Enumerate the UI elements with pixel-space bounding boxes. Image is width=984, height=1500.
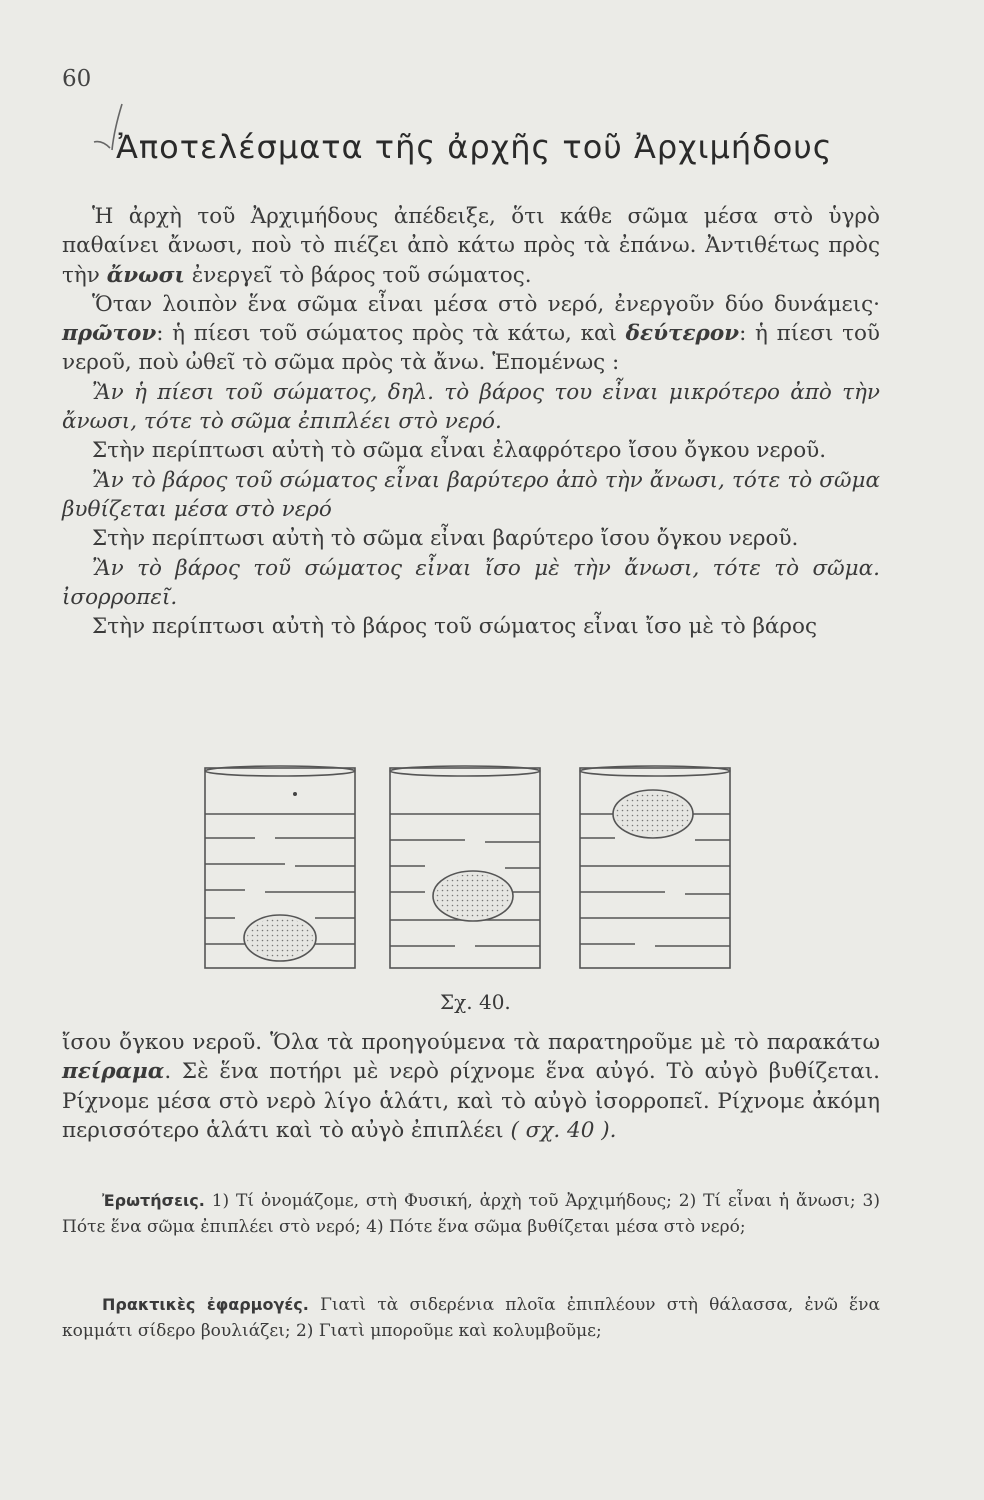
figure-caption: Σχ. 40.: [440, 990, 511, 1014]
body-text-upper: [62, 202, 880, 641]
bold-term: δεύτερον: [625, 321, 740, 347]
text-span: : ἡ πίεσι τοῦ σώματος πρὸς τὰ κάτω, καὶ: [156, 321, 617, 347]
paragraph: Στὴν περίπτωσι αὐτὴ τὸ σῶμα εἶναι ἐλαφρότερο ἴσου ὄγκου νεροῦ.: [92, 438, 827, 464]
figure-three-glasses: [195, 758, 735, 978]
questions-text: 1) Τί ὀνομάζομε, στὴ Φυσική, ἀρχὴ τοῦ Ἀρχιμήδους; 2) Τί εἶναι ἡ ἄνωσι; 3) Πότε ἕνα σῶμα ἐπιπλέει στὸ νερό; 4) Πότε ἕνα σῶμα βυθίζεται μέσα στὸ νερό;: [62, 1191, 880, 1237]
body-text-lower: [62, 1028, 880, 1145]
glass-floating: [580, 766, 730, 968]
page-number: 60: [62, 66, 92, 92]
glass-sinking: [205, 766, 355, 968]
practical-text: Γιατὶ τὰ σιδερένια πλοῖα ἐπιπλέουν στὴ θάλασσα, ἐνῶ ἕνα κομμάτι σίδερο βουλιάζει; 2) Γιατὶ μποροῦμε καὶ κολυμβοῦμε;: [62, 1295, 880, 1341]
italic-rule: Ἂν ἡ πίεσι τοῦ σώματος, δηλ. τὸ βάρος του εἶναι μικρότερο ἀπὸ τὴν ἄνωσι, τότε τὸ σῶμα ἐπιπλέει στὸ νερό.: [62, 379, 880, 435]
text-span: Ὅταν λοιπὸν ἕνα σῶμα εἶναι μέσα στὸ νερό, ἐνεργοῦν δύο δυνάμεις·: [92, 291, 880, 317]
text-span: : ἡ πίεσι τοῦ νεροῦ, ποὺ ὠθεῖ τὸ σῶμα πρὸς τὰ ἄνω. Ἑπομένως :: [62, 321, 880, 376]
paragraph: Στὴν περίπτωσι αὐτὴ τὸ σῶμα εἶναι βαρύτερο ἴσου ὄγκου νεροῦ.: [92, 526, 799, 552]
italic-rule: Ἂν τὸ βάρος τοῦ σώματος εἶναι ἴσο μὲ τὴν ἄνωσι, τότε τὸ σῶμα. ἰσορροπεῖ.: [62, 555, 880, 610]
bold-term: ἄνωσι: [106, 262, 185, 288]
text-span: ἴσου ὄγκου νεροῦ. Ὅλα τὰ προηγούμενα τὰ παρατηροῦμε μὲ τὸ παρακάτω: [62, 1030, 880, 1055]
bold-term: πείραμα: [62, 1059, 165, 1085]
questions-section: [62, 1188, 880, 1240]
paragraph: [62, 202, 880, 290]
paragraph: [62, 554, 880, 613]
glass-balancing: [390, 766, 540, 968]
practical-section: [62, 1292, 880, 1344]
questions-label: Ἐρωτήσεις.: [102, 1191, 205, 1210]
practical-label: Πρακτικὲς ἐφαρμογές.: [102, 1295, 309, 1314]
figure-reference: ( σχ. 40 ).: [510, 1117, 617, 1143]
paragraph: [62, 378, 880, 437]
paragraph: Στὴν περίπτωσι αὐτὴ τὸ βάρος τοῦ σώματος εἶναι ἴσο μὲ τὸ βάρος: [92, 614, 818, 640]
italic-rule: Ἂν τὸ βάρος τοῦ σώματος εἶναι βαρύτερο ἀπὸ τὴν ἄνωσι, τότε τὸ σῶμα βυθίζεται μέσα στὸ νερό: [62, 467, 880, 522]
text-span: . Σὲ ἕνα ποτήρι μὲ νερὸ ρίχνομε ἕνα αὐγό. Τὸ αὐγὸ βυθίζεται. Ρίχνομε μέσα στὸ νερὸ λίγο ἁλάτι, καὶ τὸ αὐγὸ ἰσορροπεῖ. Ρίχνομε ἀκόμη περισσότερο ἁλάτι καὶ τὸ αὐγὸ ἐπιπλέει: [62, 1059, 880, 1143]
paragraph: [62, 290, 880, 378]
text-span: Ἡ ἀρχὴ τοῦ Ἀρχιμήδους ἀπέδειξε, ὅτι κάθε σῶμα μέσα στὸ ὑγρὸ παθαίνει ἄνωσι, ποὺ τὸ πιέζει ἀπὸ κάτω πρὸς τὰ ἐπάνω. Ἀντιθέτως πρὸς τὴν: [62, 204, 880, 288]
bold-term: πρῶτον: [62, 321, 157, 347]
paragraph: [62, 1188, 880, 1240]
text-span: ἐνεργεῖ τὸ βάρος τοῦ σώματος.: [191, 262, 532, 288]
paragraph: [62, 466, 880, 525]
paragraph: [62, 1028, 880, 1145]
paragraph: [62, 1292, 880, 1344]
section-title: Ἀποτελέσματα τῆς ἀρχῆς τοῦ Ἀρχιμήδους: [116, 128, 833, 166]
